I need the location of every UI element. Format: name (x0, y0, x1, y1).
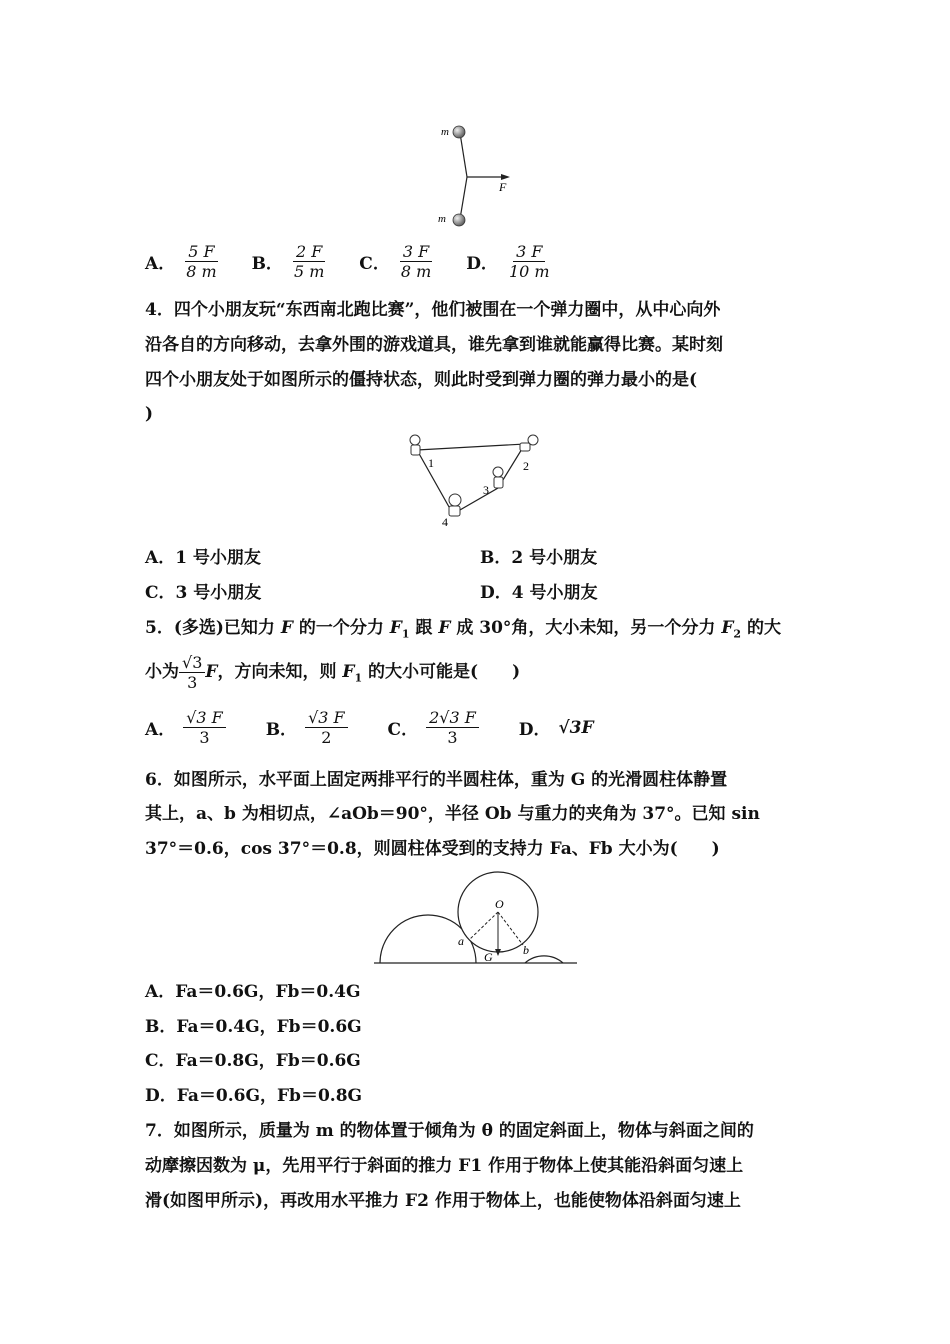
q4-elastic-ring-figure (403, 430, 553, 535)
q3-force-diagram (430, 120, 530, 230)
label-kid-1: 1 (428, 456, 434, 470)
kid-3-figure (493, 467, 503, 488)
q6-option-c[interactable]: C．Fa＝0.8G，Fb＝0.6G (145, 1051, 361, 1071)
mass-ball-bottom (453, 214, 465, 226)
kid-1-figure (410, 435, 420, 455)
label-kid-2: 2 (523, 459, 529, 473)
label-G: G (484, 950, 493, 964)
mass-label-bottom: m (438, 213, 446, 225)
force-label: F (499, 180, 507, 194)
q4-text-line-2: 沿各自的方向移动，去拿外围的游戏道具，谁先拿到谁就能赢得比赛。某时刻 (145, 335, 723, 355)
q5-option-d[interactable]: D． √3F (518, 717, 594, 740)
q4-text-line-4: ) (145, 404, 154, 424)
q3-option-c[interactable]: C． $\frac{3 F}{8 m}$ (359, 242, 432, 281)
q6-cylinder-figure (372, 870, 582, 970)
label-O: O (495, 897, 504, 911)
label-b: b (523, 943, 529, 957)
q4-text-line-1: 4．四个小朋友玩“东西南北跑比赛”，他们被围在一个弹力圈中，从中心向外 (145, 300, 721, 320)
q6-option-d[interactable]: D．Fa＝0.6G，Fb＝0.8G (145, 1086, 363, 1106)
q7-text-line-3: 滑(如图甲所示)，再改用水平推力 F2 作用于物体上，也能使物体沿斜面匀速上 (145, 1191, 741, 1211)
q3-option-a[interactable]: A． $\frac{5 F}{8 m}$ (145, 242, 217, 281)
q5-text-line-1: 5．(多选)已知力 F 的一个分力 $F_1$ 跟 F 成 30°角，大小未知，另一个分力 $F_2$ 的大 (145, 618, 781, 641)
q5-options (145, 708, 620, 747)
label-kid-3: 3 (483, 483, 489, 497)
q4-option-c[interactable]: C．3 号小朋友 (145, 583, 262, 603)
q6-option-b[interactable]: B．Fa＝0.4G，Fb＝0.6G (145, 1017, 362, 1037)
q6-text-line-1: 6．如图所示，水平面上固定两排平行的半圆柱体，重为 G 的光滑圆柱体静置 (145, 770, 728, 790)
kid-2-figure (520, 435, 538, 451)
q4-option-a[interactable]: A．1 号小朋友 (145, 548, 261, 568)
label-kid-4: 4 (442, 515, 448, 529)
q6-text-line-3: 37°＝0.6，cos 37°＝0.8，则圆柱体受到的支持力 Fa、Fb 大小为( ) (145, 839, 720, 859)
q6-text-line-2: 其上，a、b 为相切点，∠aOb＝90°，半径 Ob 与重力的夹角为 37°。已知 sin (145, 804, 760, 824)
q4-option-d[interactable]: D．4 号小朋友 (480, 583, 598, 603)
q5-option-a[interactable]: A． $\frac{√3 F}{3}$ (145, 708, 226, 747)
q7-text-line-1: 7．如图所示，质量为 m 的物体置于倾角为 θ 的固定斜面上，物体与斜面之间的 (145, 1121, 754, 1141)
q3-option-b[interactable]: B． $\frac{2 F}{5 m}$ (251, 242, 325, 281)
q5-text-line-2: 小为 $\frac{√3}{3}$ F，方向未知，则 $F_1$ 的大小可能是( ) (145, 653, 521, 692)
q3-option-d[interactable]: D． $\frac{3 F}{10 m}$ (466, 242, 550, 281)
label-a: a (458, 934, 464, 948)
q4-text-line-3: 四个小朋友处于如图所示的僵持状态，则此时受到弹力圈的弹力最小的是( (145, 370, 698, 390)
q4-option-b[interactable]: B．2 号小朋友 (480, 548, 598, 568)
mass-ball-top (453, 126, 465, 138)
mass-label-top: m (441, 126, 449, 138)
q6-option-a[interactable]: A．Fa＝0.6G，Fb＝0.4G (145, 982, 361, 1002)
q5-option-c[interactable]: C． $\frac{2√3 F}{3}$ (388, 708, 479, 747)
q5-option-b[interactable]: B． $\frac{√3 F}{2}$ (266, 708, 348, 747)
q7-text-line-2: 动摩擦因数为 μ，先用平行于斜面的推力 F1 作用于物体上使其能沿斜面匀速上 (145, 1156, 744, 1176)
kid-4-figure (449, 494, 461, 516)
q3-options (145, 242, 579, 281)
